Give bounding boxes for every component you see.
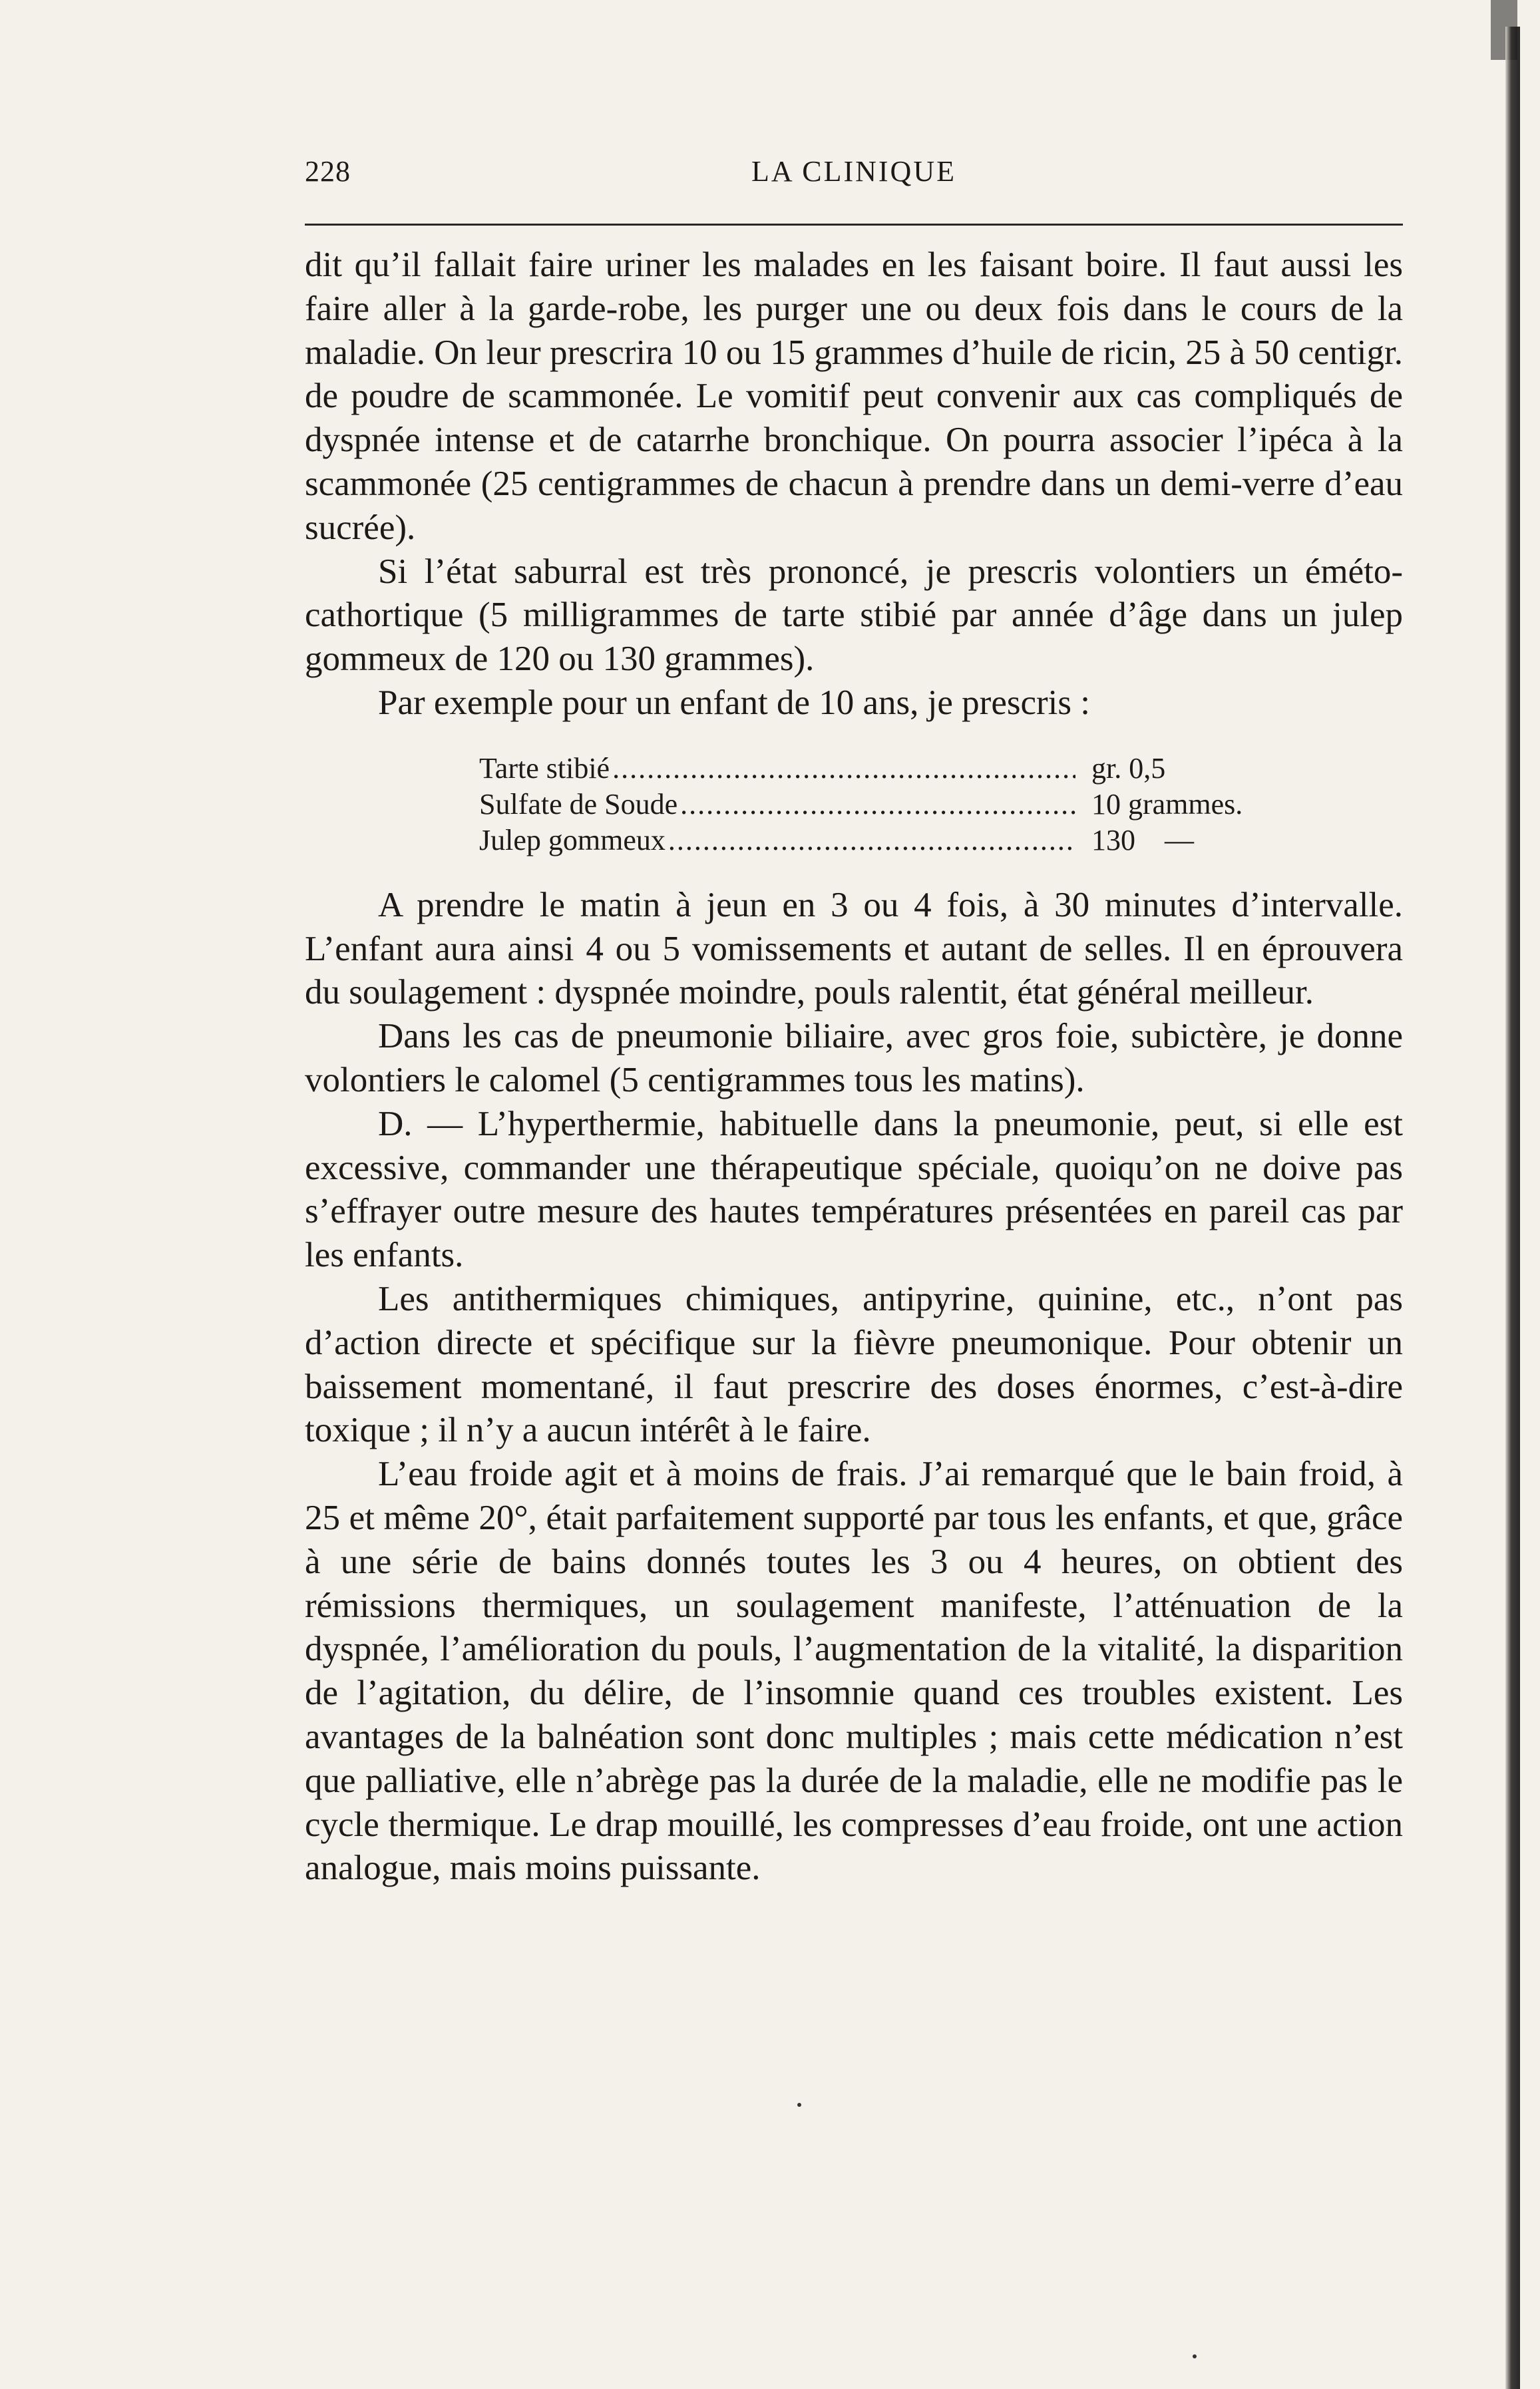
page-body: [305, 244, 1403, 1891]
prescription-item-name: Sulfate de Soude: [479, 787, 678, 821]
paragraph: dit qu’il fallait faire uriner les malades en les faisant boire. Il faut aussi les faire aller à la garde-robe, les purger une ou deux fois dans le cours de la maladie. On leur prescrira 10 ou 15 grammes d’huile de ricin, 25 à 50 centigr. de poudre de scammonée. Le vomitif peut convenir aux cas compliqués de dyspnée intense et de catarrhe bronchique. On pourra associer l’ipéca à la scammonée (25 centigrammes de chacun à prendre dans un demi-verre d’eau sucrée).: [305, 246, 1403, 547]
prescription-row: [479, 787, 1311, 823]
dot-leader: [680, 787, 1075, 823]
prescription-item-name: Tarte stibié: [479, 751, 610, 785]
prescription-item-quantity: gr. 0,5: [1091, 751, 1166, 785]
header-rule: [305, 224, 1403, 226]
dot-leader: [668, 823, 1075, 858]
paragraph: D. — L’hyperthermie, habituelle dans la pneumonie, peut, si elle est excessive, commander une thérapeutique spéciale, quoiqu’on ne doive pas s’effrayer outre mesure des hautes températures présentées en pareil cas par les enfants.: [305, 1104, 1403, 1275]
prescription-row: [479, 751, 1311, 787]
ink-speck: [797, 2103, 801, 2107]
running-title: LA CLINIQUE: [751, 155, 956, 188]
scan-edge-shadow: [1505, 27, 1520, 2389]
paragraph: Les antithermiques chimiques, antipyrine, quinine, etc., n’ont pas d’action directe et spécifique sur la fièvre pneumonique. Pour obtenir un baissement momentané, il faut prescrire des doses énormes, c’est-à-dire toxique ; il n’y a aucun intérêt à le faire.: [305, 1279, 1403, 1450]
paragraph: Dans les cas de pneumonie biliaire, avec gros foie, subictère, je donne volontiers le calomel (5 centigrammes tous les matins).: [305, 1017, 1403, 1099]
page-header: [305, 154, 1403, 201]
paragraph: Si l’état saburral est très prononcé, je prescris volontiers un éméto-cathortique (5 milligrammes de tarte stibié par année d’âge dans un julep gommeux de 120 ou 130 grammes).: [305, 552, 1403, 679]
paragraph: L’eau froide agit et à moins de frais. J’ai remarqué que le bain froid, à 25 et même 20°, était parfaitement supporté par tous les enfants, et que, grâce à une série de bains donnés toutes les 3 ou 4 heures, on obtient des rémissions thermiques, un soulagement manifeste, l’atténuation de la dyspnée, l’amélioration du pouls, l’augmentation de la vitalité, la disparition de l’agitation, du délire, de l’insomnie quand ces troubles existent. Les avantages de la balnéation sont donc multiples ; mais cette médication n’est que palliative, elle n’abrège pas la durée de la maladie, elle ne modifie pas le cycle thermique. Le drap mouillé, les compresses d’eau froide, ont une action analogue, mais moins puissante.: [305, 1455, 1403, 1888]
ink-speck: [1193, 2354, 1197, 2358]
dot-leader: [612, 751, 1075, 787]
page-number: 228: [305, 155, 351, 188]
paragraph: Par exemple pour un enfant de 10 ans, je prescris :: [378, 683, 1090, 722]
prescription-item-name: Julep gommeux: [479, 823, 666, 856]
prescription-item-quantity: 130 —: [1091, 823, 1194, 856]
prescription-item-quantity: 10 grammes.: [1091, 787, 1243, 821]
prescription-row: [479, 823, 1311, 858]
paragraph: A prendre le matin à jeun en 3 ou 4 fois, à 30 minutes d’intervalle. L’enfant aura ainsi 4 ou 5 vomissements et autant de selles. Il en éprouvera du soulagement : dyspnée moindre, pouls ralentit, état général meilleur.: [305, 885, 1403, 1012]
prescription-list: [479, 751, 1311, 858]
